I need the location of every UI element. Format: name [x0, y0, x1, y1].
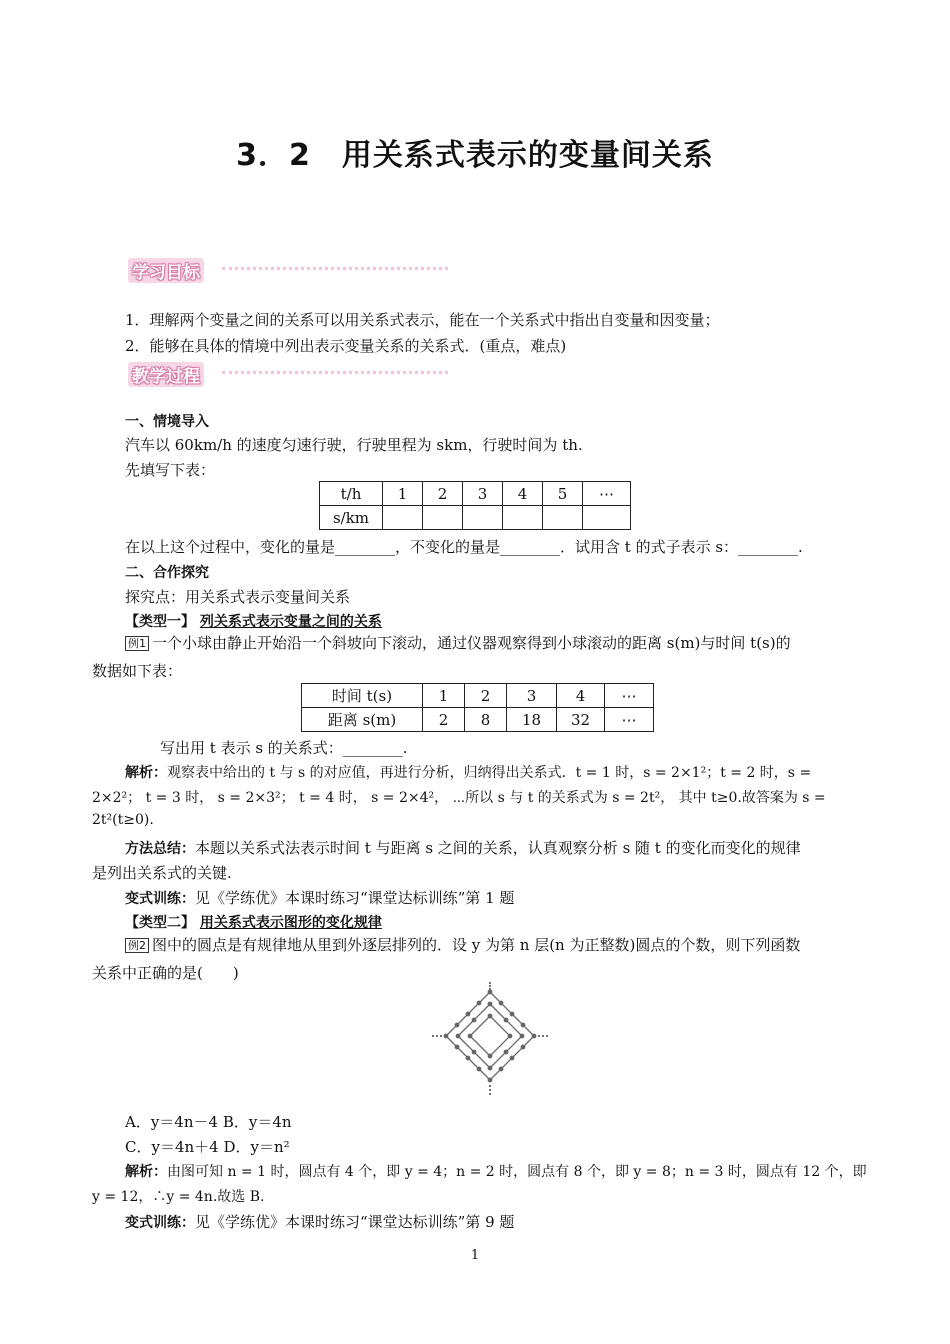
- solution-text: 观察表中给出的 t 与 s 的对应值，再进行分析，归纳得出关系式．t = 1 时，s = 2×1²；t = 2 时，s =: [167, 765, 812, 781]
- variant-label: 变式训练：: [125, 891, 195, 907]
- summary-label: 方法总结：: [125, 841, 195, 857]
- table-cell: [463, 506, 503, 530]
- example1-line2: 数据如下表：: [92, 662, 183, 680]
- banner-dots: [222, 267, 448, 274]
- banner-dots: [222, 371, 448, 378]
- goal-1: 1．理解两个变量之间的关系可以用关系式表示，能在一个关系式中指出自变量和因变量；: [125, 311, 720, 329]
- table-row: [320, 506, 631, 530]
- table-cell: 18: [507, 708, 557, 732]
- table-cell: 距离 s(m): [302, 708, 423, 732]
- variant-text: 见《学练优》本课时练习“课堂达标训练”第 1 题: [195, 889, 515, 907]
- example2-badge: 例2: [125, 938, 149, 953]
- option-c-d: C．y＝4n＋4 D．y＝n²: [125, 1138, 290, 1156]
- variant-training-2: [125, 1211, 514, 1232]
- table-cell: 2: [465, 684, 507, 708]
- solution-text: 由图可知 n = 1 时，圆点有 4 个，即 y = 4；n = 2 时，圆点有 8 个，即 y = 8；n = 3 时，圆点有 12 个，即: [167, 1164, 867, 1180]
- page-number: 1: [470, 1248, 480, 1263]
- example2-line1: [125, 934, 800, 955]
- table-cell: 2: [423, 708, 465, 732]
- option-a-b: A．y＝4n－4 B．y＝4n: [125, 1113, 292, 1131]
- type1-bracket: 【类型一】: [125, 614, 195, 630]
- ball-table: [301, 683, 654, 732]
- explore-point: 探究点：用关系式表示变量间关系: [125, 588, 351, 606]
- example1-text: 一个小球由静止开始沿一个斜坡向下滚动，通过仪器观察得到小球滚动的距离 s(m)与时间 t(s)的: [152, 634, 791, 652]
- example1-solution-line2: 2×2²； t = 3 时， s = 2×3²； t = 4 时， s = 2×4²， ⋯所以 s 与 t 的关系式为 s = 2t²， 其中 t≥0.故答案为 s =: [92, 790, 826, 806]
- table-cell: 8: [465, 708, 507, 732]
- example1-solution-line3: 2t²(t≥0).: [92, 812, 154, 828]
- table-cell: [383, 506, 423, 530]
- variant-label: 变式训练：: [125, 1215, 195, 1231]
- section1-para3: 在以上这个过程中，变化的量是________，不变化的量是________．试用含 t 的式子表示 s：________.: [125, 538, 803, 556]
- example2-solution-line1: [125, 1161, 867, 1181]
- type2-heading: [125, 912, 382, 932]
- table-row: [302, 708, 654, 732]
- solution-label: 解析：: [125, 1164, 167, 1180]
- square-layer-1: [470, 1016, 510, 1056]
- variant-text: 见《学练优》本课时练习“课堂达标训练”第 9 题: [195, 1213, 515, 1231]
- example2-line2: 关系中正确的是( ): [92, 964, 239, 982]
- layered-dots-figure: [430, 980, 550, 1098]
- example1-badge: 例1: [125, 636, 149, 651]
- type2-bracket: 【类型二】: [125, 915, 195, 931]
- table-cell: [423, 506, 463, 530]
- example1-line1: [125, 632, 791, 653]
- variant-training-1: [125, 887, 514, 908]
- section1-heading: 一、情境导入: [125, 414, 209, 430]
- type1-heading: [125, 611, 382, 631]
- process-banner: [128, 362, 448, 387]
- summary-text: 本题以关系式法表示时间 t 与距离 s 之间的关系，认真观察分析 s 随 t 的变化而变化的规律: [195, 839, 801, 857]
- section1-para1: 汽车以 60km/h 的速度匀速行驶，行驶里程为 skm，行驶时间为 th.: [125, 436, 583, 454]
- table-cell: 3: [507, 684, 557, 708]
- table-cell: [503, 506, 543, 530]
- section2-heading: 二、合作探究: [125, 565, 209, 581]
- table-cell: 1: [383, 482, 423, 506]
- example1-question: 写出用 t 表示 s 的关系式：________.: [160, 739, 408, 757]
- table-cell: 5: [543, 482, 583, 506]
- table-cell: ⋯: [605, 708, 654, 732]
- speed-table: [319, 481, 631, 530]
- table-cell: 32: [557, 708, 605, 732]
- type2-title: 用关系式表示图形的变化规律: [199, 915, 382, 931]
- table-cell: [543, 506, 583, 530]
- goal-2: 2．能够在具体的情境中列出表示变量关系的关系式．(重点，难点): [125, 337, 567, 355]
- example2-solution-line2: y = 12，∴y = 4n.故选 B.: [92, 1189, 265, 1205]
- table-cell: ⋯: [583, 482, 631, 506]
- table-cell: s/km: [320, 506, 383, 530]
- table-row: [302, 684, 654, 708]
- table-cell: 3: [463, 482, 503, 506]
- solution-label: 解析：: [125, 765, 167, 781]
- method-summary-line2: 是列出关系式的关键.: [92, 864, 232, 882]
- page-title: 3．2 用关系式表示的变量间关系: [236, 138, 714, 173]
- table-cell: ⋯: [605, 684, 654, 708]
- example2-text: 图中的圆点是有规律地从里到外逐层排列的．设 y 为第 n 层(n 为正整数)圆点的个数，则下列函数: [152, 936, 801, 954]
- process-banner-label: 教学过程: [128, 362, 204, 387]
- type1-title: 列关系式表示变量之间的关系: [199, 614, 382, 630]
- table-cell: 4: [557, 684, 605, 708]
- goals-banner-label: 学习目标: [128, 258, 204, 283]
- goals-banner: [128, 258, 448, 283]
- table-cell: t/h: [320, 482, 383, 506]
- table-cell: 1: [423, 684, 465, 708]
- method-summary-line1: [125, 837, 801, 858]
- table-cell: 4: [503, 482, 543, 506]
- table-row: [320, 482, 631, 506]
- layer-dots: [444, 990, 537, 1083]
- table-cell: 2: [423, 482, 463, 506]
- section1-para2: 先填写下表：: [125, 461, 216, 479]
- table-cell: 时间 t(s): [302, 684, 423, 708]
- table-cell: [583, 506, 631, 530]
- example1-solution-line1: [125, 762, 811, 782]
